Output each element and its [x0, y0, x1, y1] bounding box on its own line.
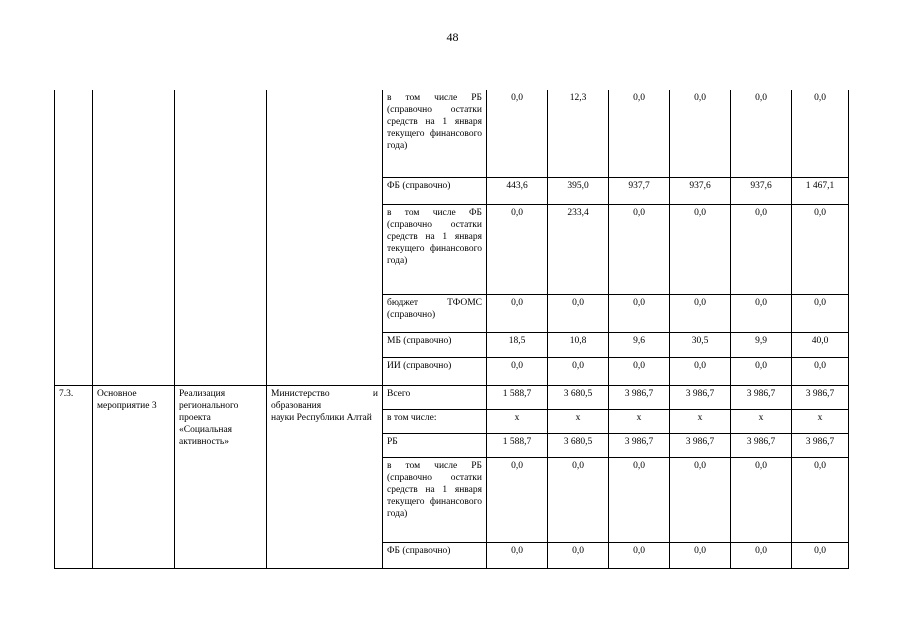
value-cell: x [792, 409, 849, 433]
value-cell: 0,0 [548, 542, 609, 568]
value-cell: x [670, 409, 731, 433]
value-cell: 0,0 [731, 542, 792, 568]
value-cell: 0,0 [670, 90, 731, 177]
value-cell: x [731, 409, 792, 433]
value-cell: 0,0 [670, 294, 731, 332]
value-cell: 10,8 [548, 332, 609, 357]
value-cell: 0,0 [609, 457, 670, 542]
value-cell: 3 680,5 [548, 385, 609, 409]
value-cell: 0,0 [609, 357, 670, 385]
value-cell: 395,0 [548, 177, 609, 204]
value-cell: 3 986,7 [609, 385, 670, 409]
value-cell: 0,0 [487, 90, 548, 177]
value-cell: 0,0 [792, 90, 849, 177]
value-cell: 1 588,7 [487, 433, 548, 457]
value-cell: 18,5 [487, 332, 548, 357]
value-cell: 0,0 [487, 357, 548, 385]
funding-source-cell: бюджет ТФОМС (справочно) [383, 294, 487, 332]
value-cell: 3 986,7 [731, 433, 792, 457]
value-cell: 1 588,7 [487, 385, 548, 409]
empty-cell [175, 90, 267, 385]
value-cell: 0,0 [670, 457, 731, 542]
budget-table [54, 90, 849, 569]
value-cell: 0,0 [731, 294, 792, 332]
funding-source-cell: в том числе: [383, 409, 487, 433]
table-row [55, 385, 849, 409]
item-number-cell: 7.3. [55, 385, 93, 568]
value-cell: 9,9 [731, 332, 792, 357]
executor-cell [267, 385, 383, 568]
value-cell: 3 986,7 [670, 385, 731, 409]
value-cell: 0,0 [792, 457, 849, 542]
value-cell: 40,0 [792, 332, 849, 357]
value-cell: 3 986,7 [792, 433, 849, 457]
value-cell: 0,0 [670, 542, 731, 568]
funding-source-cell: в том числе РБ (справочно остатки средств на 1 января текущего финансового года) [383, 457, 487, 542]
value-cell: 0,0 [609, 90, 670, 177]
funding-source-cell: в том числе РБ (справочно остатки средств на 1 января текущего финансового года) [383, 90, 487, 177]
value-cell: 937,7 [609, 177, 670, 204]
value-cell: 0,0 [670, 204, 731, 294]
item-type-cell: Основное мероприятие 3 [93, 385, 175, 568]
value-cell: 0,0 [487, 457, 548, 542]
value-cell: 30,5 [670, 332, 731, 357]
item-name-cell: Реализация регионального проекта «Социальная активность» [175, 385, 267, 568]
value-cell: 0,0 [609, 204, 670, 294]
value-cell: 3 986,7 [792, 385, 849, 409]
value-cell: 3 986,7 [609, 433, 670, 457]
value-cell: 12,3 [548, 90, 609, 177]
executor-first-line [271, 388, 378, 412]
value-cell: 0,0 [792, 357, 849, 385]
empty-cell [267, 90, 383, 385]
value-cell: 0,0 [548, 357, 609, 385]
value-cell: 0,0 [731, 357, 792, 385]
value-cell: 0,0 [731, 204, 792, 294]
executor-text: Министерство образования [271, 388, 330, 411]
funding-source-cell: ИИ (справочно) [383, 357, 487, 385]
value-cell: 937,6 [731, 177, 792, 204]
funding-source-cell: Всего [383, 385, 487, 409]
value-cell: 0,0 [792, 294, 849, 332]
value-cell: x [609, 409, 670, 433]
value-cell: 0,0 [609, 542, 670, 568]
value-cell: 0,0 [731, 457, 792, 542]
empty-cell [93, 90, 175, 385]
value-cell: 3 986,7 [731, 385, 792, 409]
value-cell: 0,0 [487, 204, 548, 294]
value-cell: 0,0 [487, 542, 548, 568]
value-cell: 0,0 [548, 457, 609, 542]
funding-source-cell: в том числе ФБ (справочно остатки средств на 1 января текущего финансового года) [383, 204, 487, 294]
value-cell: 3 680,5 [548, 433, 609, 457]
value-cell: 937,6 [670, 177, 731, 204]
value-cell: 443,6 [487, 177, 548, 204]
value-cell: 3 986,7 [670, 433, 731, 457]
value-cell: 0,0 [609, 294, 670, 332]
value-cell: 0,0 [670, 357, 731, 385]
value-cell: x [487, 409, 548, 433]
value-cell: 1 467,1 [792, 177, 849, 204]
value-cell: 0,0 [487, 294, 548, 332]
value-cell: 0,0 [792, 204, 849, 294]
empty-cell [55, 90, 93, 385]
executor-text: науки Республики Алтай [271, 412, 372, 423]
value-cell: 0,0 [548, 294, 609, 332]
value-cell: 9,6 [609, 332, 670, 357]
table-row [55, 90, 849, 177]
funding-source-cell: ФБ (справочно) [383, 542, 487, 568]
value-cell: x [548, 409, 609, 433]
value-cell: 0,0 [792, 542, 849, 568]
executor-text: и [372, 388, 378, 399]
funding-source-cell: РБ [383, 433, 487, 457]
funding-source-cell: ФБ (справочно) [383, 177, 487, 204]
value-cell: 233,4 [548, 204, 609, 294]
value-cell: 0,0 [731, 90, 792, 177]
page-number: 48 [446, 30, 459, 44]
funding-source-cell: МБ (справочно) [383, 332, 487, 357]
